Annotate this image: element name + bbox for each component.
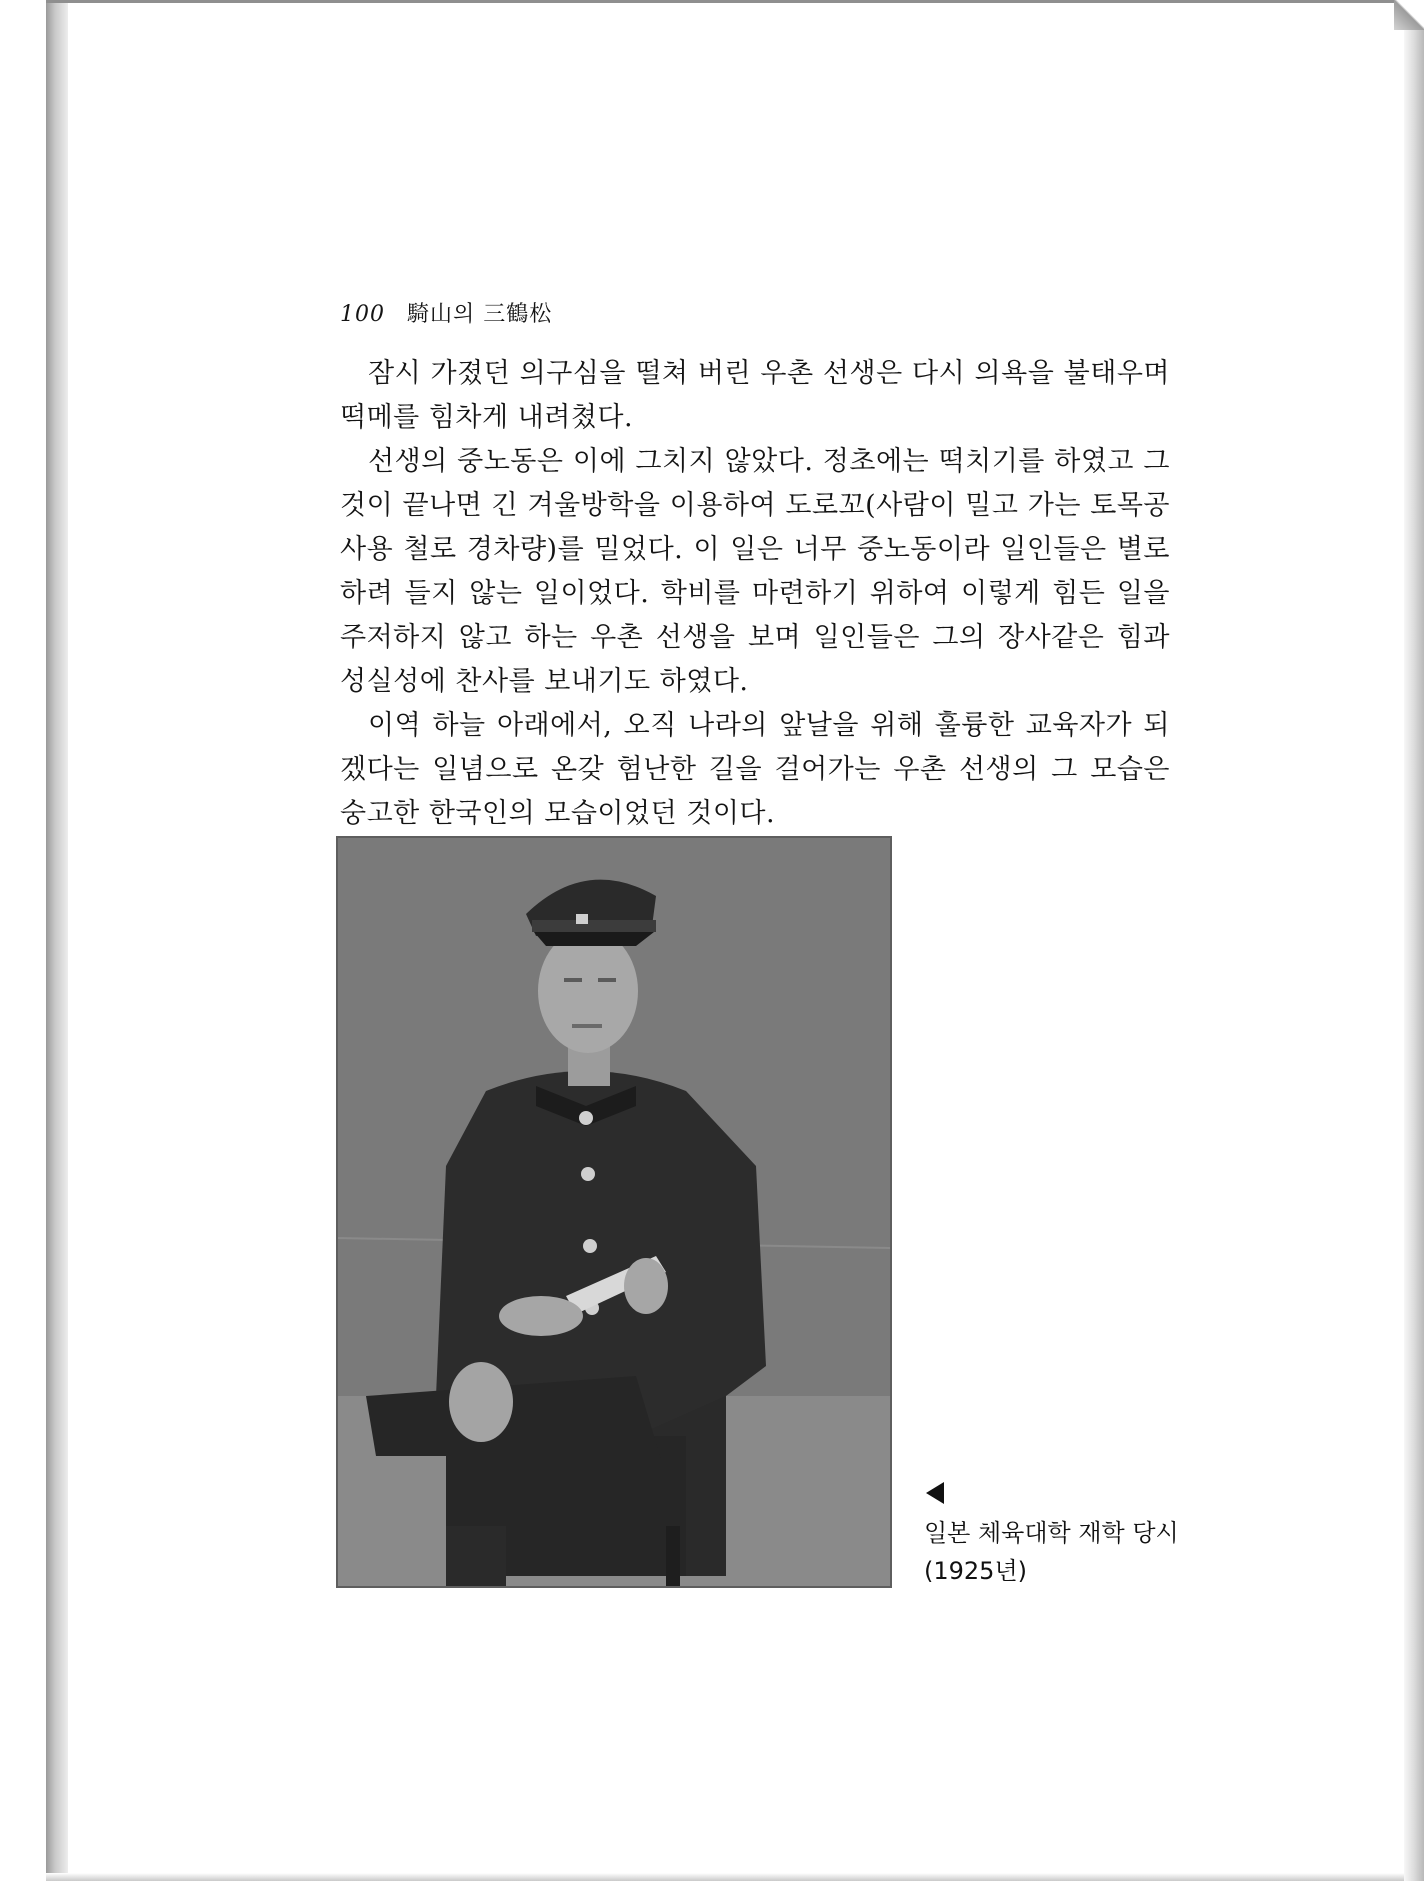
text-line: 성실성에 찬사를 보내기도 하였다.: [340, 666, 749, 697]
left-triangle-icon: [926, 1482, 944, 1504]
page-edge-bottom: [46, 1873, 1404, 1881]
text-line: 것이 끝나면 긴 겨울방학을 이용하여 도로꼬(사람이 밀고 가는 토목공: [340, 490, 1170, 521]
portrait-illustration: [336, 836, 892, 1588]
portrait-photo: [336, 836, 892, 1588]
text-line: 사용 철로 경차량)를 밀었다. 이 일은 너무 중노동이라 일인들은 별로: [340, 534, 1170, 565]
text-line: 겠다는 일념으로 온갖 험난한 길을 걸어가는 우촌 선생의 그 모습은: [340, 754, 1170, 785]
running-head: [340, 297, 552, 328]
caption-line-2: (1925년): [924, 1557, 1027, 1585]
text-line: 숭고한 한국인의 모습이었던 것이다.: [340, 798, 776, 829]
photo-caption: [924, 1482, 1179, 1590]
body-text: [340, 352, 1170, 836]
text-line: 잠시 가졌던 의구심을 떨쳐 버린 우촌 선생은 다시 의욕을 불태우며: [368, 358, 1170, 389]
text-line: 떡메를 힘차게 내려쳤다.: [340, 402, 634, 433]
caption-line-1: 일본 체육대학 재학 당시: [924, 1519, 1179, 1547]
text-line: 주저하지 않고 하는 우촌 선생을 보며 일인들은 그의 장사같은 힘과: [340, 622, 1170, 653]
page-edge-right: [1404, 0, 1424, 1881]
page-edge-top: [46, 0, 1404, 3]
page-corner-fold: [1394, 0, 1424, 30]
text-line: 선생의 중노동은 이에 그치지 않았다. 정초에는 떡치기를 하였고 그: [368, 446, 1170, 477]
page-number: 100: [340, 302, 385, 327]
page-edge-left: [46, 0, 68, 1881]
text-line: 하려 들지 않는 일이었다. 학비를 마련하기 위하여 이렇게 힘든 일을: [340, 578, 1170, 609]
text-line: 이역 하늘 아래에서, 오직 나라의 앞날을 위해 훌륭한 교육자가 되: [368, 710, 1170, 741]
book-title: 騎山의 三鶴松: [407, 302, 553, 327]
